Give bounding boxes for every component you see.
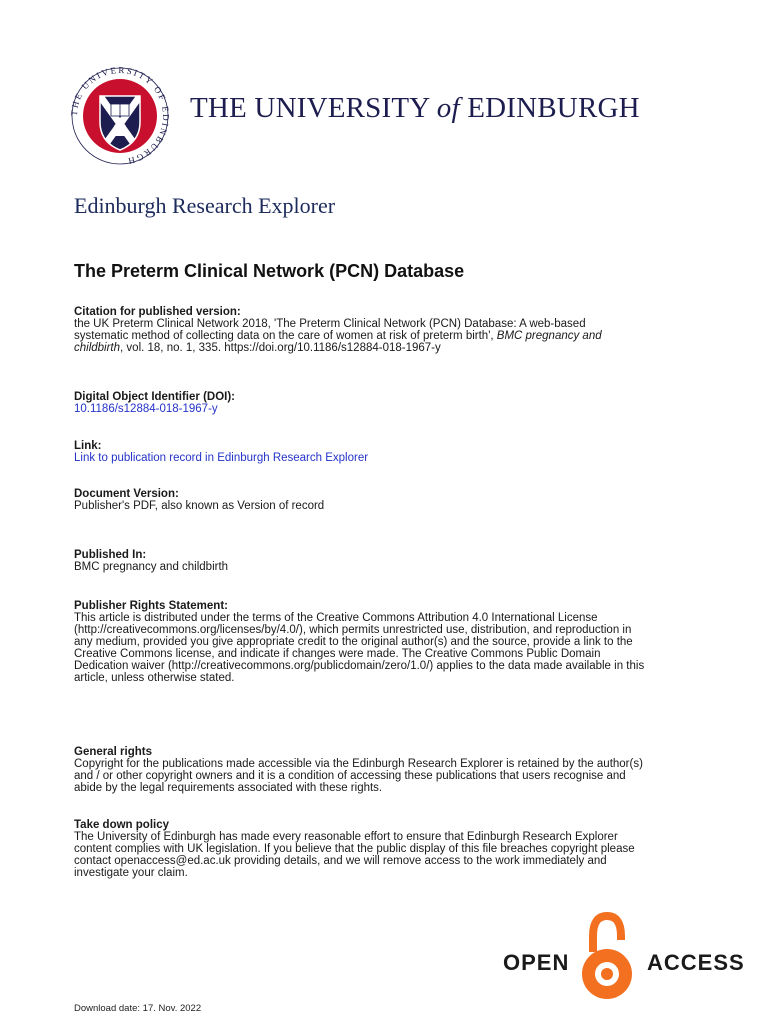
published-in-value: BMC pregnancy and childbirth	[74, 561, 229, 573]
citation-journal-italic-2: childbirth	[74, 342, 121, 354]
published-in-section	[74, 549, 724, 573]
take-down-section	[74, 819, 724, 879]
citation-line-1: the UK Preterm Clinical Network 2018, 'The Preterm Clinical Network (PCN) Database: A web-based	[74, 318, 586, 330]
rights-line: (http://creativecommons.org/licenses/by/4.0/), which permits unrestricted use, distribution, and reproduction in	[74, 624, 632, 636]
take-down-label: Take down policy	[74, 819, 169, 831]
citation-line-3	[74, 342, 724, 354]
university-crest-logo	[70, 66, 170, 166]
take-down-line: investigate your claim.	[74, 867, 188, 879]
general-rights-line: abide by the legal requirements associated with these rights.	[74, 782, 383, 794]
rights-line: Creative Commons license, and indicate if changes were made. The Creative Commons Public Domain	[74, 648, 601, 660]
rights-statement-section	[74, 600, 724, 684]
university-name	[190, 92, 640, 125]
take-down-line: The University of Edinburgh has made every reasonable effort to ensure that Edinburgh Research Explorer	[74, 831, 618, 843]
take-down-line: content complies with UK legislation. If you believe that the public display of this file breaches copyright please	[74, 843, 635, 855]
download-date: Download date: 17. Nov. 2022	[74, 1003, 202, 1014]
rights-line: Dedication waiver (http://creativecommons.org/publicdomain/zero/1.0/) applies to the data made available in this	[74, 660, 645, 672]
university-name-post: EDINBURGH	[459, 92, 640, 124]
university-name-pre: THE UNIVERSITY	[190, 92, 437, 124]
citation-section	[74, 306, 724, 354]
rights-statement-label: Publisher Rights Statement:	[74, 600, 228, 612]
doi-link[interactable]: 10.1186/s12884-018-1967-y	[74, 403, 218, 415]
publication-record-link[interactable]: Link to publication record in Edinburgh Research Explorer	[74, 452, 369, 464]
rights-line: This article is distributed under the terms of the Creative Commons Attribution 4.0 International License	[74, 612, 598, 624]
general-rights-line: Copyright for the publications made accessible via the Edinburgh Research Explorer is retained by the author(s)	[74, 758, 643, 770]
rights-line: any medium, provided you give appropriate credit to the original author(s) and the source, provide a link to the	[74, 636, 633, 648]
logo-ring-text: HE UNIVERSITY OF E INBURGH	[70, 66, 170, 166]
doi-section	[74, 391, 724, 415]
citation-journal-italic: BMC pregnancy and	[496, 330, 602, 342]
research-explorer-heading: Edinburgh Research Explorer	[74, 193, 336, 218]
citation-label: Citation for published version:	[74, 306, 241, 318]
document-version-label: Document Version:	[74, 488, 179, 500]
general-rights-section	[74, 746, 724, 794]
document-version-value: Publisher's PDF, also known as Version of record	[74, 500, 325, 512]
document-version-section	[74, 488, 724, 512]
general-rights-label: General rights	[74, 746, 152, 758]
open-access-open-text: OPEN	[503, 950, 570, 975]
general-rights-line: and / or other copyright owners and it is a condition of accessing these publications that users recognise and	[74, 770, 626, 782]
university-name-of: of	[436, 92, 460, 124]
rights-line: article, unless otherwise stated.	[74, 672, 235, 684]
citation-line-2-text: systematic method of collecting data on the care of women at risk of preterm birth',	[74, 330, 497, 342]
document-title: The Preterm Clinical Network (PCN) Database	[74, 261, 465, 281]
published-in-label: Published In:	[74, 549, 147, 561]
doi-label: Digital Object Identifier (DOI):	[74, 391, 236, 403]
open-access-logo	[503, 912, 743, 1004]
citation-line-3-text: , vol. 18, no. 1, 335. https://doi.org/10.1186/s12884-018-1967-y	[120, 342, 441, 354]
open-lock-shackle-icon	[593, 916, 621, 952]
link-label: Link:	[74, 440, 102, 452]
take-down-line: contact openaccess@ed.ac.uk providing details, and we will remove access to the work immediately and	[74, 855, 607, 867]
citation-line-2	[74, 330, 724, 342]
link-section	[74, 440, 724, 464]
open-access-access-text: ACCESS	[647, 950, 743, 975]
